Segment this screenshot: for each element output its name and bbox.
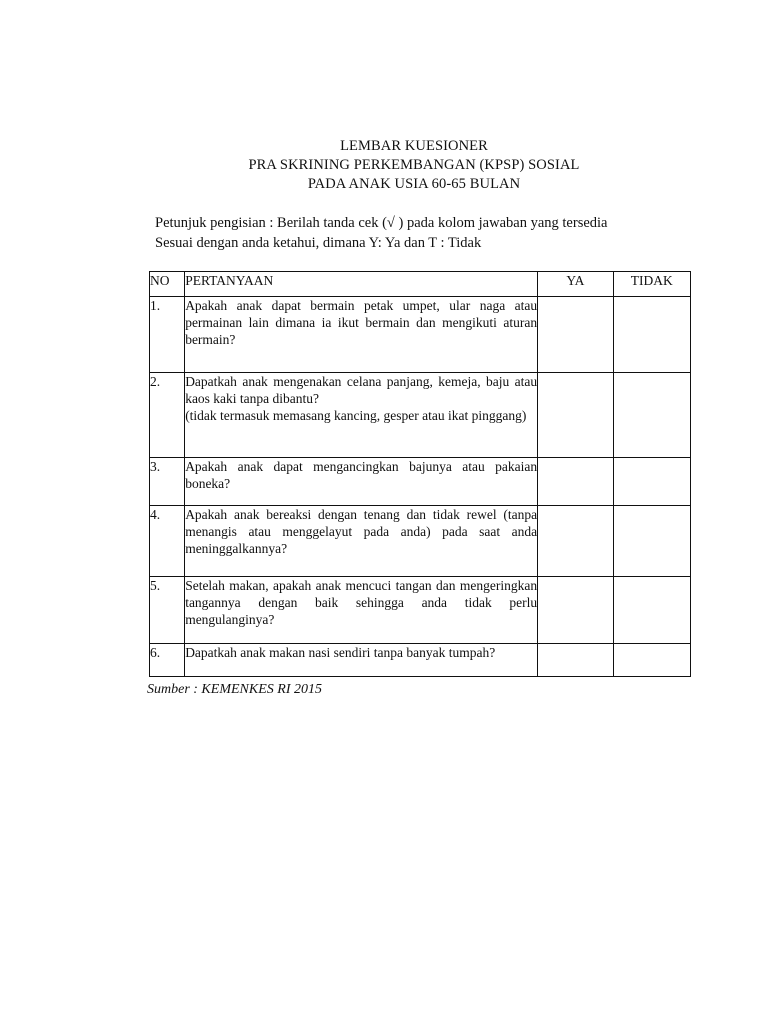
question-main: Apakah anak dapat mengancingkan bajunya atau pakaian boneka? [185,459,538,491]
instructions [155,213,607,253]
answer-ya-cell[interactable] [538,506,613,577]
answer-ya-cell[interactable] [538,644,613,677]
title-line-3: PADA ANAK USIA 60-65 BULAN [307,176,521,192]
column-header-no: NO [150,272,185,297]
answer-ya-cell[interactable] [538,373,613,458]
answer-ya-cell[interactable] [538,297,613,373]
row-number: 4. [150,506,185,577]
question-main: Apakah anak dapat bermain petak umpet, ular naga atau permainan lain dimana ia ikut bermain dan mengikuti aturan bermain? [185,298,538,347]
source-citation: Sumber : KEMENKES RI 2015 [147,682,322,697]
column-header-question: PERTANYAAN [185,272,538,297]
answer-ya-cell[interactable] [538,577,613,644]
table-row [150,373,691,458]
question-text [185,577,538,644]
question-text [185,458,538,506]
table-row [150,506,691,577]
table-row [150,297,691,373]
answer-tidak-cell[interactable] [613,297,690,373]
answer-ya-cell[interactable] [538,458,613,506]
column-header-ya: YA [538,272,613,297]
table-row [150,577,691,644]
question-main: Apakah anak bereaksi dengan tenang dan tidak rewel (tanpa menangis atau menggelayut pada anda) pada saat anda meninggalkannya? [185,507,538,556]
row-number: 5. [150,577,185,644]
column-header-tidak: TIDAK [613,272,690,297]
row-number: 2. [150,373,185,458]
question-main: Dapatkah anak makan nasi sendiri tanpa banyak tumpah? [185,645,496,660]
instruction-line-1: Petunjuk pengisian : Berilah tanda cek (√ ) pada kolom jawaban yang tersedia [155,215,608,231]
instruction-line-2: Sesuai dengan anda ketahui, dimana Y: Ya dan T : Tidak [155,235,482,251]
row-number: 6. [150,644,185,677]
question-text [185,506,538,577]
table-row [150,644,691,677]
question-text [185,373,538,458]
answer-tidak-cell[interactable] [613,577,690,644]
title-line-1: LEMBAR KUESIONER [340,138,488,154]
title-block [0,137,768,194]
answer-tidak-cell[interactable] [613,644,690,677]
row-number: 3. [150,458,185,506]
question-main: Setelah makan, apakah anak mencuci tangan dan mengeringkan tangannya dengan baik sehingga anda tidak perlu mengulanginya? [185,578,538,627]
question-note: (tidak termasuk memasang kancing, gesper atau ikat pinggang) [185,408,527,423]
questionnaire-table [149,271,691,677]
question-main: Dapatkah anak mengenakan celana panjang, kemeja, baju atau kaos kaki tanpa dibantu? [185,374,538,406]
question-text [185,644,538,677]
title-line-2: PRA SKRINING PERKEMBANGAN (KPSP) SOSIAL [248,157,580,173]
row-number: 1. [150,297,185,373]
answer-tidak-cell[interactable] [613,458,690,506]
answer-tidak-cell[interactable] [613,506,690,577]
table-header-row [150,272,691,297]
table-row [150,458,691,506]
answer-tidak-cell[interactable] [613,373,690,458]
question-text [185,297,538,373]
